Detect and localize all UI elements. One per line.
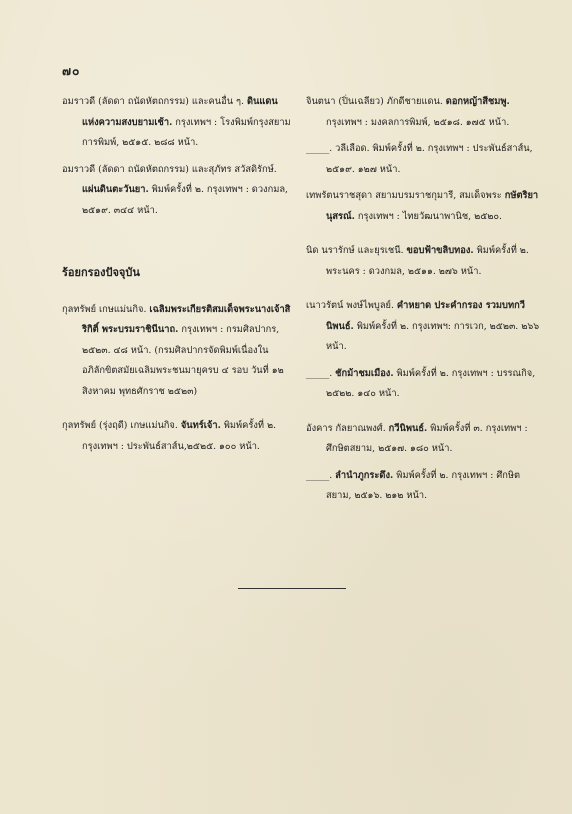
bibliography-entry — [306, 241, 542, 282]
bibliography-entry — [306, 186, 542, 227]
entry-imprint: พิมพ์ครั้งที่ ๒. พระนคร : ดวงกมล, ๒๕๑๑. ๒๗๖ หน้า. — [326, 245, 529, 277]
entry-imprint: พิมพ์ครั้งที่ ๒. กรุงเทพฯ : ดวงกมล, ๒๕๑๙. ๓๔๔ หน้า. — [82, 184, 288, 216]
bibliography-entry — [62, 416, 294, 457]
entry-title: จันทร์เจ้า. — [180, 420, 221, 431]
entry-author: นิด นรารักษ์ และยุรเชนี. — [306, 245, 404, 256]
bibliography-entry — [306, 296, 542, 358]
bibliography-entry — [306, 139, 542, 180]
bibliography-entry — [306, 466, 542, 507]
page-number: ๗๐ — [62, 64, 81, 78]
entry-title: วลีเลือด. — [335, 143, 370, 154]
entry-imprint: พิมพ์ครั้งที่ ๒. กรุงเทพฯ : ประพันธ์สาส์น, ๒๕๑๙. ๑๒๗ หน้า. — [326, 143, 533, 175]
entry-imprint: พิมพ์ครั้งที่ ๓. กรุงเทพฯ : ศึกษิตสยาม, ๒๕๑๗. ๑๘๐ หน้า. — [326, 422, 528, 454]
right-column — [306, 92, 542, 513]
bibliography-entry — [306, 364, 542, 405]
bibliography-entry — [62, 160, 294, 222]
entry-author: จินตนา (ปิ่นเฉลียว) ภักดีชายแดน. — [306, 96, 443, 107]
entry-author: _____. — [306, 367, 333, 379]
entry-author: อมราวดี (ลัดดา ถนัดหัตถกรรม) และคนอื่น ๆ. — [62, 96, 244, 107]
bibliography-entry — [62, 300, 294, 403]
entry-author: เทพรัตนราชสุดา สยามบรมราชกุมารี, สมเด็จพระ — [306, 190, 502, 201]
entry-title: ดินแดนแห่งความสงบยามเช้า. — [82, 96, 278, 128]
entry-author: อังคาร กัลยาณพงศ์. — [306, 422, 386, 434]
bibliography-entry — [62, 92, 294, 154]
section-heading: ร้อยกรองปัจจุบัน — [62, 266, 140, 279]
entry-title: ดอกหญ้าสีชมพู. — [445, 96, 510, 107]
entry-author: อมราวดี (ลัดดา ถนัดหัตถกรรม) และสุภัทร สวัสดิรักษ์. — [62, 163, 277, 175]
entry-imprint: พิมพ์ครั้งที่ ๒. กรุงเทพฯ: การเวก, ๒๕๒๓. ๒๖๖ หน้า. — [326, 320, 540, 352]
entry-title: ชักม้าชมเมือง. — [335, 367, 394, 379]
entry-author: เนาวรัตน์ พงษ์ไพบูลย์. — [306, 300, 394, 311]
entry-title: แผ่นดินตะวันยา. — [82, 184, 149, 195]
entry-author: กุลทรัพย์ (รุ่งฤดี) เกษแม่นกิจ. — [62, 420, 178, 431]
section-divider-rule — [238, 588, 346, 589]
entry-title: กวีนิพนธ์. — [388, 422, 428, 434]
entry-title: ขอบฟ้าขลิบทอง. — [406, 245, 474, 256]
entry-title: ลำนำภูกระดึง. — [335, 469, 394, 481]
entry-imprint: กรุงเทพฯ : กรมศิลปากร, ๒๕๒๓. ๔๘ หน้า. (กรมศิลปากรจัดพิมพ์เนื่องในอภิลักขิตสมัยเฉลิมพระชนมายุครบ ๔ รอบ วันที่ ๑๒ สิงหาคม พุทธศักราช ๒๕๒๓) — [82, 324, 284, 397]
entry-imprint: กรุงเทพฯ : มงคลการพิมพ์, ๒๕๑๘. ๑๗๕ หน้า. — [326, 116, 510, 128]
entry-imprint: พิมพ์ครั้งที่ ๒. กรุงเทพฯ : ประพันธ์สาส์น,๒๕๒๕. ๑๐๐ หน้า. — [82, 420, 277, 452]
entry-title: คำหยาด ประคำกรอง รวมบทกวีนิพนธ์. — [326, 300, 525, 332]
entry-title: เฉลิมพระเกียรติสมเด็จพระนางเจ้าสิริกิติ์ พระบรมราชินีนาถ. — [82, 303, 291, 335]
entry-imprint: กรุงเทพฯ : โรงพิมพ์กรุงสยามการพิมพ์, ๒๕๑๕. ๒๘๘ หน้า. — [82, 116, 291, 148]
left-column — [62, 92, 294, 463]
entry-author: _____. — [306, 143, 333, 154]
bibliography-entry — [306, 92, 542, 133]
entry-title: กษัตริยานุสรณ์. — [326, 190, 539, 222]
entry-author: กุลทรัพย์ เกษแม่นกิจ. — [62, 303, 147, 315]
entry-author: _____. — [306, 469, 333, 481]
entry-imprint: พิมพ์ครั้งที่ ๒. กรุงเทพฯ : บรรณกิจ, ๒๕๒๒. ๑๔๐ หน้า. — [326, 367, 536, 399]
entry-imprint: พิมพ์ครั้งที่ ๒. กรุงเทพฯ : ศึกษิตสยาม, ๒๕๑๖. ๒๑๒ หน้า. — [326, 469, 521, 501]
entry-imprint: กรุงเทพฯ : ไทยวัฒนาพานิช, ๒๕๒๐. — [357, 210, 503, 222]
bibliography-entry — [306, 419, 542, 460]
